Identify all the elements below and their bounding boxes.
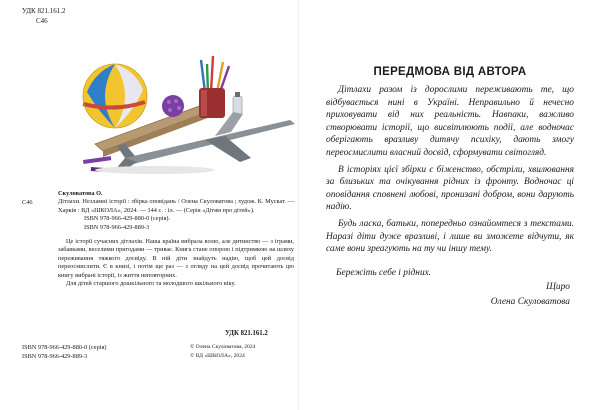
- preface-body: [326, 84, 574, 260]
- toys-illustration: [55, 52, 300, 180]
- catalog-audience: Для дітей старшого дошкільного та молодшого шкільного віку.: [66, 280, 236, 288]
- preface-sign-word: Щиро: [546, 282, 570, 292]
- preface-closing: Бережіть себе і рідних.: [336, 268, 432, 278]
- preface-paragraph: Дітлахи разом із дорослими переживають те, що відбувається нині в Україні. Неправильно й нечесно приховувати від них реальність. Навпаки, важливо створювати історії, що висвітлюють події, але водночас оберігають вразливу дитячу психіку, дають змогу переосмислити власний досвід, сформувати світогляд.: [326, 85, 574, 158]
- catalog-isbn: ISBN 978-966-429-889-3: [84, 223, 150, 231]
- preface-title: ПЕРЕДМОВА ВІД АВТОРА: [373, 66, 527, 78]
- catalog-author: Скуловатова О.: [58, 190, 103, 197]
- udk-top: УДК 821.161.2: [22, 7, 66, 15]
- catalog-code: С46: [22, 199, 33, 206]
- catalog-description: Дітлахи. Незламні історії : збірка оповідань / Олена Скуловатова ; худож. К. Мускат. — Харків : ВД «ШКОЛА», 2024. — 144 с. : іл. — (Серія «Дітям про дітей»).: [58, 198, 294, 214]
- preface-author-name: Олена Скуловатова: [490, 297, 570, 307]
- preface-paragraph: В історіях цієї збірки є біженство, обстріли, хвилювання за близьких та очікування рідних із фронту. Водночас ці оповідання сповнені любові, пронизані добром, вони дарують надію.: [326, 164, 574, 213]
- catalog-record: [22, 190, 294, 288]
- isbn-series: ISBN 978-966-429-880-0 (серія): [22, 344, 107, 351]
- pencil-cup-icon: [199, 56, 229, 118]
- purple-ball-icon: [162, 95, 184, 117]
- preface-paragraph: Будь ласка, батьки, попередньо ознайомтеся з текстами. Наразі діти дуже вразливі, і лише ви зможете відчути, як саме вони зреагують на ту чи іншу тему.: [326, 218, 574, 255]
- isbn: ISBN 978-966-429-889-3: [22, 353, 88, 360]
- isbn-block: [22, 343, 106, 361]
- copyright-publisher: © ВД «ШКОЛА», 2024: [190, 353, 245, 359]
- copyright-block: [190, 343, 255, 361]
- copyright-author: © Олена Скуловатова, 2024: [190, 344, 256, 350]
- beach-ball-icon: [83, 64, 147, 128]
- udk-bottom: УДК 821.161.2: [225, 330, 268, 337]
- code-top: С46: [36, 17, 48, 25]
- catalog-annotation: Це історії сучасних дітлахів. Наша країна вибрала волю, але дитинство — з іграми, забавками, веселими пригодами — триває. Книга стане опорою і підтримкою на шляху переживання тяжкого досвіду. В ній діти знайдуть надію, щоб цей досвід переосмислити. Є в книзі, і потім ще раз — з огляду на цей досвід прочитають цю книгу вибрані історії, із життя неповторних.: [58, 238, 294, 279]
- catalog-isbn-series: ISBN 978-966-429-880-0 (серія).: [84, 215, 171, 223]
